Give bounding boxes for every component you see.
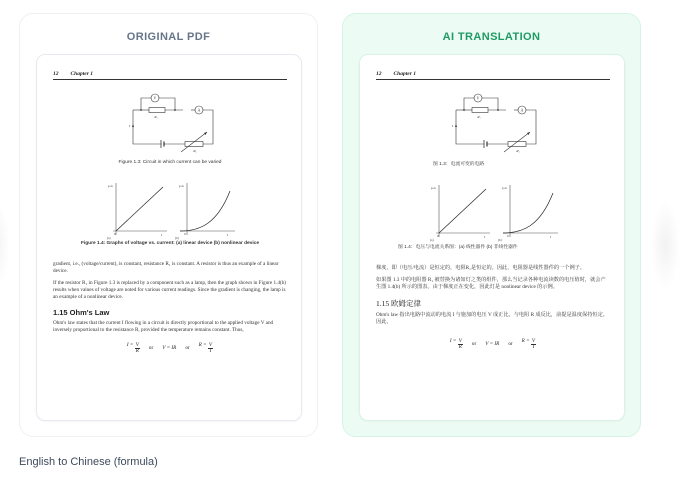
voltage-current-graphs-icon <box>428 181 568 243</box>
page-number: 12 <box>53 71 59 77</box>
carousel-edge-right <box>650 200 680 290</box>
svg-text:p.d.: p.d. <box>431 186 437 190</box>
figure-1-3-circuit <box>53 88 287 160</box>
svg-text:I: I <box>129 124 131 128</box>
numerator: V <box>531 338 536 344</box>
svg-text:0: 0 <box>437 234 439 238</box>
fraction <box>208 343 213 354</box>
svg-text:R₂: R₂ <box>516 149 520 153</box>
denominator: R <box>458 344 462 350</box>
ohms-law-formula <box>53 342 287 354</box>
paragraph-3: Ohm's law 指出电路中流动的电流 I 与施加的电压 V 成正比，与电阻 R 成反比，前提是温度保持恒定。因此， <box>376 312 608 325</box>
svg-text:0: 0 <box>114 232 116 236</box>
paragraph-2: If the resistor R₁ in Figure 1.3 is replaced by a component such as a lamp, then the graph shown in Figure 1.4(b) results when values of voltage are noted for various current readings. Since the gradient is changing, the lamp is an example of a nonlinear device. <box>53 280 287 300</box>
paragraph-2: 如果图 1.3 中的电阻器 R₁ 被替换为诸如灯之类的组件，那么当记录各种电流读数的电压值时，就会产生图 1.4(b) 所示的图表。由于梯度正在变化，因此灯是 nonlinear device 的示例。 <box>376 277 606 290</box>
svg-text:V: V <box>476 95 480 101</box>
denominator: I <box>532 344 535 350</box>
svg-text:I: I <box>452 124 454 128</box>
svg-text:R₂: R₂ <box>193 149 197 153</box>
panel-title-translation: AI TRANSLATION <box>442 31 541 43</box>
svg-text:p.d.: p.d. <box>108 184 114 188</box>
document-content <box>376 71 610 350</box>
ohms-law-formula <box>376 338 610 350</box>
svg-text:I: I <box>484 235 486 239</box>
figure-1-4-graphs <box>376 181 610 243</box>
formula-1-lhs: I = <box>126 342 134 348</box>
formula-3-lhs: R = <box>521 338 530 344</box>
svg-text:0: 0 <box>507 234 509 238</box>
figure-1-3-caption: 图 1.3：电流可变的电路 <box>433 162 485 167</box>
svg-text:R₁: R₁ <box>154 115 158 119</box>
svg-text:V: V <box>153 95 157 101</box>
paragraph-3: Ohm's law states that the current I flowing in a circuit is directly proportional to the applied voltage V and inversely proportional to the resistance R, provided the temperature remains constant. Thus, <box>53 320 274 333</box>
formula-2: V = IR <box>485 341 500 347</box>
formula-1 <box>127 342 140 354</box>
formula-or: or <box>471 341 477 347</box>
chapter-label: Chapter 1 <box>393 71 416 77</box>
circuit-diagram-icon <box>448 88 538 153</box>
numerator: V <box>208 342 213 348</box>
formula-3-lhs: R = <box>198 342 207 348</box>
carousel-edge-left <box>0 200 10 290</box>
svg-text:p.d.: p.d. <box>179 184 185 188</box>
formula-1-lhs: I = <box>449 338 457 344</box>
svg-text:(a): (a) <box>430 238 434 242</box>
ai-translation-panel <box>342 13 641 437</box>
svg-text:I: I <box>227 233 229 237</box>
numerator: V <box>458 338 462 344</box>
original-pdf-panel <box>19 13 318 437</box>
formula-1 <box>450 338 463 350</box>
running-head <box>53 71 287 80</box>
svg-text:0: 0 <box>184 232 186 236</box>
translation-mode-label: English to Chinese (formula) <box>19 456 158 468</box>
formula-or: or <box>508 341 513 347</box>
denominator: R <box>135 348 139 354</box>
circuit-diagram-icon <box>125 88 215 153</box>
paragraph-1: gradient, i.e., (voltage/current), is constant, resistance R₁ is constant. A resistor is thus an example of a linear device. <box>53 261 279 274</box>
svg-text:R₁: R₁ <box>477 115 481 119</box>
figure-1-4-caption: Figure 1.4: Graphs of voltage vs. current: (a) linear device (b) nonlinear device <box>80 241 260 246</box>
svg-text:(b): (b) <box>175 236 179 240</box>
denominator: I <box>209 348 212 354</box>
svg-text:(b): (b) <box>498 238 502 242</box>
original-pdf-page <box>36 54 302 421</box>
svg-text:A: A <box>197 107 201 113</box>
formula-3 <box>199 342 213 354</box>
figure-1-4-graphs <box>53 179 287 241</box>
paragraph-1: 梯度，即（电压/电流）是恒定的，电阻R₁是恒定的。因此，电阻器是线性器件的一个例子。 <box>376 265 586 271</box>
svg-text:A: A <box>520 107 524 113</box>
page-number: 12 <box>376 71 382 77</box>
fraction <box>135 343 140 354</box>
numerator: V <box>135 342 139 348</box>
fraction <box>531 339 536 350</box>
document-content <box>53 71 287 354</box>
section-heading: 1.15 欧姆定律 <box>376 299 421 308</box>
svg-text:I: I <box>550 235 552 239</box>
figure-1-3-caption: Figure 1.3: Circuit in which current can be varied <box>118 160 222 165</box>
svg-text:I: I <box>161 233 163 237</box>
translated-pdf-page <box>359 54 625 421</box>
formula-or: or <box>148 345 154 351</box>
chapter-label: Chapter 1 <box>70 71 93 77</box>
svg-text:(a): (a) <box>107 236 111 240</box>
voltage-current-graphs-icon <box>105 179 245 241</box>
figure-1-3-circuit <box>376 88 610 160</box>
formula-3 <box>522 338 536 350</box>
panel-title-original: ORIGINAL PDF <box>126 31 211 43</box>
running-head <box>376 71 610 80</box>
figure-1-4-caption: 图 1.4：电压与电流关系图：(a) 线性器件 (b) 非线性器件 <box>398 245 518 250</box>
section-heading: 1.15 Ohm's Law <box>53 308 110 317</box>
svg-text:p.d.: p.d. <box>502 186 508 190</box>
fraction <box>458 339 463 350</box>
formula-or: or <box>185 345 190 351</box>
formula-2: V = IR <box>162 345 177 351</box>
